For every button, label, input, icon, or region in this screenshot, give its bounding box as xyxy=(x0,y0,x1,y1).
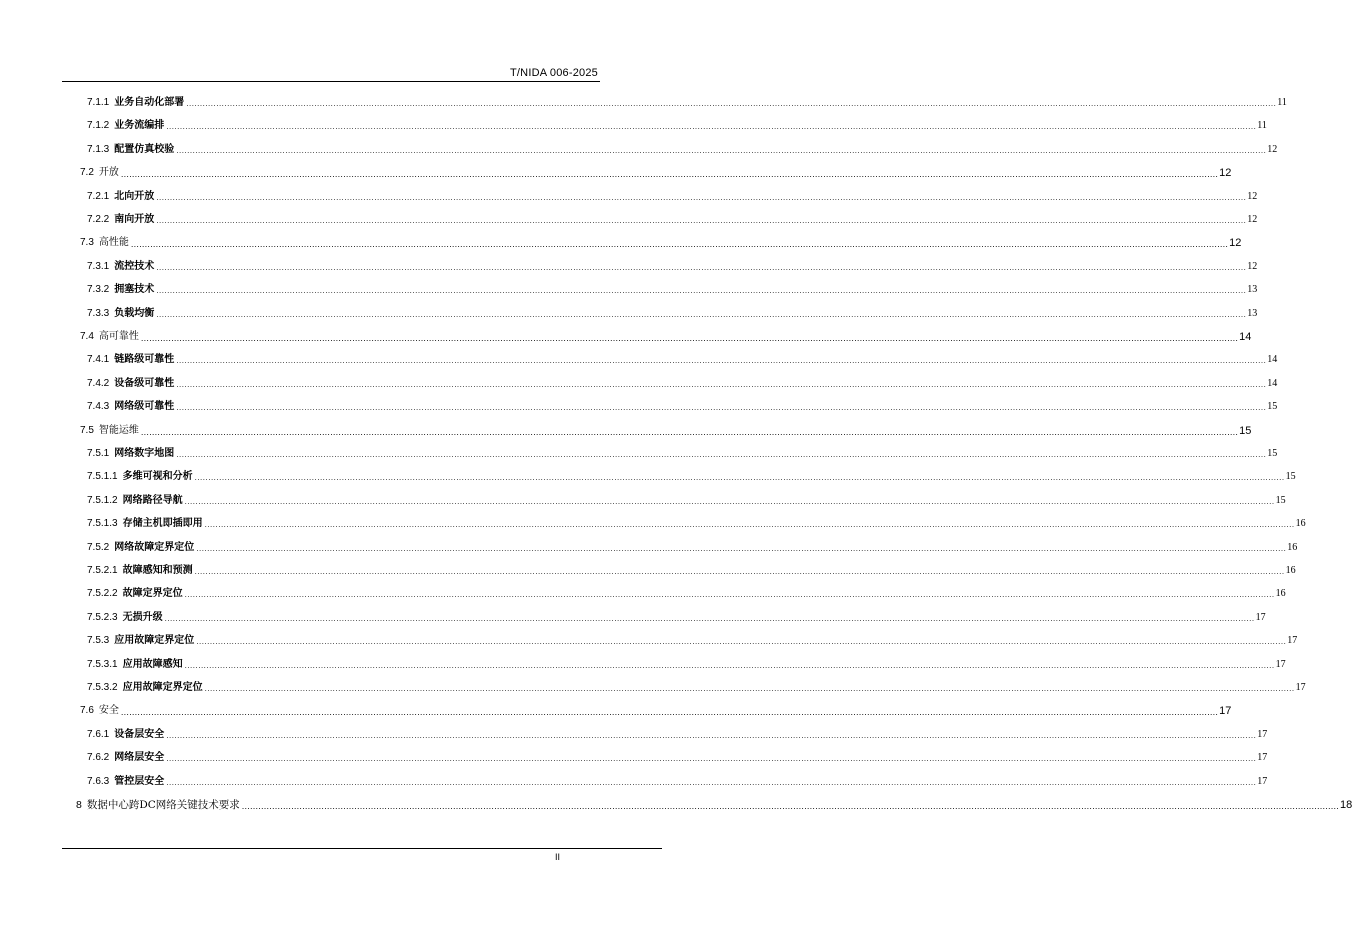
toc-dot-leader: ................................................................................................................................................................................................................................................................................................................................................................................................................ xyxy=(184,591,1275,600)
toc-dot-leader: ................................................................................................................................................................................................................................................................................................................................................................................................................ xyxy=(176,380,1267,389)
toc-dot-leader: ................................................................................................................................................................................................................................................................................................................................................................................................................ xyxy=(194,474,1285,483)
toc-dot-leader: ................................................................................................................................................................................................................................................................................................................................................................................................................ xyxy=(156,310,1247,319)
toc-entry[interactable] xyxy=(87,560,1296,578)
toc-entry-number: 7.3.3 xyxy=(87,307,110,319)
toc-entry[interactable] xyxy=(87,513,1306,531)
toc-dot-leader: ................................................................................................................................................................................................................................................................................................................................................................................................................ xyxy=(176,404,1267,413)
toc-dot-leader: ................................................................................................................................................................................................................................................................................................................................................................................................................ xyxy=(120,170,1219,180)
toc-dot-leader: ................................................................................................................................................................................................................................................................................................................................................................................................................ xyxy=(241,802,1339,811)
toc-entry-title: 故障感知和预测 xyxy=(122,565,193,576)
toc-entry[interactable] xyxy=(87,537,1298,555)
toc-dot-leader: ................................................................................................................................................................................................................................................................................................................................................................................................................ xyxy=(186,100,1277,108)
toc-dot-leader: ................................................................................................................................................................................................................................................................................................................................................................................................................ xyxy=(156,287,1247,296)
toc-entry[interactable] xyxy=(87,654,1286,672)
toc-dot-leader: ................................................................................................................................................................................................................................................................................................................................................................................................................ xyxy=(140,334,1239,343)
toc-entry-number: 7.2.1 xyxy=(87,190,110,202)
toc-dot-leader: ................................................................................................................................................................................................................................................................................................................................................................................................................ xyxy=(204,685,1295,693)
toc-entry[interactable] xyxy=(87,466,1296,484)
toc-entry-page: 12 xyxy=(1267,143,1278,155)
toc-entry-page: 13 xyxy=(1247,284,1258,296)
toc-entry-page: 17 xyxy=(1219,705,1232,718)
toc-entry[interactable] xyxy=(87,724,1268,742)
toc-dot-leader: ................................................................................................................................................................................................................................................................................................................................................................................................................ xyxy=(166,731,1257,740)
toc-entry-number: 7.5.3.2 xyxy=(87,682,118,693)
toc-entry-number: 7.1.2 xyxy=(87,120,110,132)
toc-dot-leader: ................................................................................................................................................................................................................................................................................................................................................................................................................ xyxy=(176,451,1267,459)
toc-entry[interactable] xyxy=(87,209,1258,227)
toc-entry-title: 管控层安全 xyxy=(114,775,165,787)
toc-entry[interactable] xyxy=(87,396,1278,414)
toc-entry-title: 负载均衡 xyxy=(114,307,155,319)
toc-entry-title: 南向开放 xyxy=(114,214,155,225)
toc-dot-leader: ................................................................................................................................................................................................................................................................................................................................................................................................................ xyxy=(196,638,1287,647)
toc-entry-number: 7.1.1 xyxy=(87,97,110,108)
toc-entry-number: 7.5.3.1 xyxy=(87,658,118,670)
toc-entry-title: 无损升级 xyxy=(122,611,163,623)
toc-entry-title: 应用故障定界定位 xyxy=(114,635,195,647)
toc-entry-title: 数据中心跨DC网络关键技术要求 xyxy=(86,799,240,811)
toc-entry-page: 17 xyxy=(1255,611,1266,623)
toc-entry-page: 11 xyxy=(1277,97,1287,108)
toc-entry-page: 16 xyxy=(1287,541,1298,553)
toc-entry-page: 13 xyxy=(1247,307,1258,319)
toc-entry-page: 11 xyxy=(1257,120,1267,132)
toc-entry[interactable] xyxy=(80,420,1252,438)
toc-entry-title: 链路级可靠性 xyxy=(114,354,175,366)
toc-entry[interactable] xyxy=(87,490,1286,508)
toc-entry-title: 高可靠性 xyxy=(98,331,139,342)
toc-entry-number: 7.3.2 xyxy=(87,284,110,296)
toc-entry-number: 8 xyxy=(76,799,82,811)
toc-entry[interactable] xyxy=(87,677,1306,695)
toc-entry-title: 安全 xyxy=(98,705,119,717)
toc-dot-leader: ................................................................................................................................................................................................................................................................................................................................................................................................................ xyxy=(194,568,1285,576)
toc-entry-title: 应用故障定界定位 xyxy=(122,682,203,693)
toc-entry-number: 7.4.2 xyxy=(87,377,110,389)
toc-entry-title: 业务流编排 xyxy=(114,120,165,132)
toc-entry-title: 北向开放 xyxy=(114,190,155,202)
toc-entry[interactable] xyxy=(87,186,1258,204)
toc-entry-title: 拥塞技术 xyxy=(114,284,155,296)
toc-entry-page: 17 xyxy=(1257,752,1268,764)
toc-entry-number: 7.6.3 xyxy=(87,775,110,787)
toc-dot-leader: ................................................................................................................................................................................................................................................................................................................................................................................................................ xyxy=(176,146,1267,155)
toc-entry-number: 7.6.2 xyxy=(87,752,110,764)
toc-dot-leader: ................................................................................................................................................................................................................................................................................................................................................................................................................ xyxy=(156,263,1247,272)
toc-entry-page: 16 xyxy=(1275,588,1286,600)
toc-entry[interactable] xyxy=(80,326,1252,344)
toc-entry[interactable] xyxy=(87,349,1278,367)
toc-entry-number: 7.5.2.2 xyxy=(87,588,118,600)
page-number: II xyxy=(555,852,561,862)
toc-entry-title: 高性能 xyxy=(98,237,129,249)
toc-entry[interactable] xyxy=(87,92,1287,110)
toc-entry-number: 7.4 xyxy=(80,331,94,342)
toc-entry-page: 15 xyxy=(1267,401,1278,413)
toc-dot-leader: ................................................................................................................................................................................................................................................................................................................................................................................................................ xyxy=(204,521,1295,530)
footer-rule xyxy=(62,848,662,849)
toc-entry-title: 配置仿真校验 xyxy=(114,143,175,155)
toc-entry-number: 7.5.2.1 xyxy=(87,565,118,576)
toc-entry-page: 12 xyxy=(1229,237,1242,250)
toc-entry-number: 7.5 xyxy=(80,424,94,436)
toc-entry[interactable] xyxy=(80,700,1232,718)
header-rule xyxy=(62,81,600,82)
toc-entry-page: 15 xyxy=(1239,424,1252,437)
toc-dot-leader: ................................................................................................................................................................................................................................................................................................................................................................................................................ xyxy=(164,614,1255,623)
document-code: T/NIDA 006-2025 xyxy=(510,67,598,79)
toc-dot-leader: ................................................................................................................................................................................................................................................................................................................................................................................................................ xyxy=(130,240,1229,250)
toc-entry-number: 7.6.1 xyxy=(87,728,110,740)
toc-entry-number: 7.5.2 xyxy=(87,541,110,553)
toc-entry[interactable] xyxy=(87,115,1267,133)
toc-entry-title: 流控技术 xyxy=(114,260,155,272)
toc-entry[interactable] xyxy=(87,630,1298,648)
toc-entry-page: 12 xyxy=(1247,214,1258,225)
toc-entry-page: 17 xyxy=(1275,658,1286,670)
toc-entry[interactable] xyxy=(87,583,1286,601)
toc-entry-title: 存储主机即插即用 xyxy=(122,518,203,530)
toc-entry-title: 业务自动化部署 xyxy=(114,97,185,108)
toc-entry-number: 7.6 xyxy=(80,705,94,717)
toc-entry-number: 7.5.1 xyxy=(87,448,110,459)
toc-entry[interactable] xyxy=(87,607,1266,625)
toc-entry-page: 15 xyxy=(1275,494,1286,506)
toc-entry-page: 17 xyxy=(1287,635,1298,647)
toc-entry-page: 14 xyxy=(1267,354,1278,366)
toc-entry-title: 网络数字地图 xyxy=(114,448,175,459)
toc-entry-number: 7.2.2 xyxy=(87,214,110,225)
toc-entry-page: 15 xyxy=(1285,471,1296,483)
toc-entry-number: 7.4.3 xyxy=(87,401,110,413)
toc-entry-page: 14 xyxy=(1239,331,1252,343)
toc-dot-leader: ................................................................................................................................................................................................................................................................................................................................................................................................................ xyxy=(156,193,1247,202)
toc-dot-leader: ................................................................................................................................................................................................................................................................................................................................................................................................................ xyxy=(196,544,1287,553)
toc-entry-title: 网络路径导航 xyxy=(122,494,183,506)
toc-entry-page: 12 xyxy=(1247,260,1258,272)
toc-dot-leader: ................................................................................................................................................................................................................................................................................................................................................................................................................ xyxy=(156,217,1247,225)
toc-entry[interactable] xyxy=(87,443,1278,461)
toc-dot-leader: ................................................................................................................................................................................................................................................................................................................................................................................................................ xyxy=(140,427,1239,437)
toc-dot-leader: ................................................................................................................................................................................................................................................................................................................................................................................................................ xyxy=(166,755,1257,764)
toc-entry[interactable] xyxy=(76,794,1352,812)
toc-entry-page: 17 xyxy=(1257,728,1268,740)
toc-entry-page: 15 xyxy=(1267,448,1278,459)
toc-entry-number: 7.5.3 xyxy=(87,635,110,647)
toc-entry[interactable] xyxy=(80,162,1232,180)
toc-entry-title: 开放 xyxy=(98,167,119,179)
toc-entry-title: 设备级可靠性 xyxy=(114,377,175,389)
toc-dot-leader: ................................................................................................................................................................................................................................................................................................................................................................................................................ xyxy=(184,497,1275,506)
toc-entry-number: 7.5.1.1 xyxy=(87,471,118,483)
toc-entry-title: 网络级可靠性 xyxy=(114,401,175,413)
toc-entry-title: 设备层安全 xyxy=(114,728,165,740)
toc-entry[interactable] xyxy=(87,747,1268,765)
toc-entry-number: 7.5.2.3 xyxy=(87,611,118,623)
toc-entry-title: 网络层安全 xyxy=(114,752,165,764)
toc-entry-page: 17 xyxy=(1257,775,1268,787)
toc-entry-title: 故障定界定位 xyxy=(122,588,183,600)
toc-dot-leader: ................................................................................................................................................................................................................................................................................................................................................................................................................ xyxy=(120,708,1219,718)
toc-entry-page: 12 xyxy=(1219,167,1232,180)
toc-entry-title: 网络故障定界定位 xyxy=(114,541,195,553)
toc-entry-title: 应用故障感知 xyxy=(122,658,183,670)
toc-entry[interactable] xyxy=(80,232,1242,250)
toc-dot-leader: ................................................................................................................................................................................................................................................................................................................................................................................................................ xyxy=(176,357,1267,366)
toc-entry-page: 18 xyxy=(1339,799,1352,811)
toc-entry[interactable] xyxy=(87,256,1258,274)
toc-entry-page: 16 xyxy=(1285,565,1296,576)
toc-dot-leader: ................................................................................................................................................................................................................................................................................................................................................................................................................ xyxy=(184,661,1275,670)
toc-entry[interactable] xyxy=(87,771,1268,789)
toc-entry[interactable] xyxy=(87,373,1278,391)
toc-dot-leader: ................................................................................................................................................................................................................................................................................................................................................................................................................ xyxy=(166,778,1257,787)
toc-entry-number: 7.5.1.2 xyxy=(87,494,118,506)
toc-entry-title: 多维可视和分析 xyxy=(122,471,193,483)
toc-entry-page: 17 xyxy=(1295,682,1306,693)
toc-entry-number: 7.3 xyxy=(80,237,94,249)
toc-entry[interactable] xyxy=(87,279,1258,297)
toc-entry-number: 7.5.1.3 xyxy=(87,518,118,530)
toc-entry-number: 7.3.1 xyxy=(87,260,110,272)
toc-entry-page: 16 xyxy=(1295,518,1306,530)
toc-entry-title: 智能运维 xyxy=(98,424,139,436)
toc-entry[interactable] xyxy=(87,139,1278,157)
toc-entry-number: 7.4.1 xyxy=(87,354,110,366)
toc-entry-page: 14 xyxy=(1267,377,1278,389)
toc-entry-number: 7.2 xyxy=(80,167,94,179)
toc-dot-leader: ................................................................................................................................................................................................................................................................................................................................................................................................................ xyxy=(166,123,1257,132)
toc-entry-number: 7.1.3 xyxy=(87,143,110,155)
toc-entry[interactable] xyxy=(87,303,1258,321)
toc-entry-page: 12 xyxy=(1247,190,1258,202)
